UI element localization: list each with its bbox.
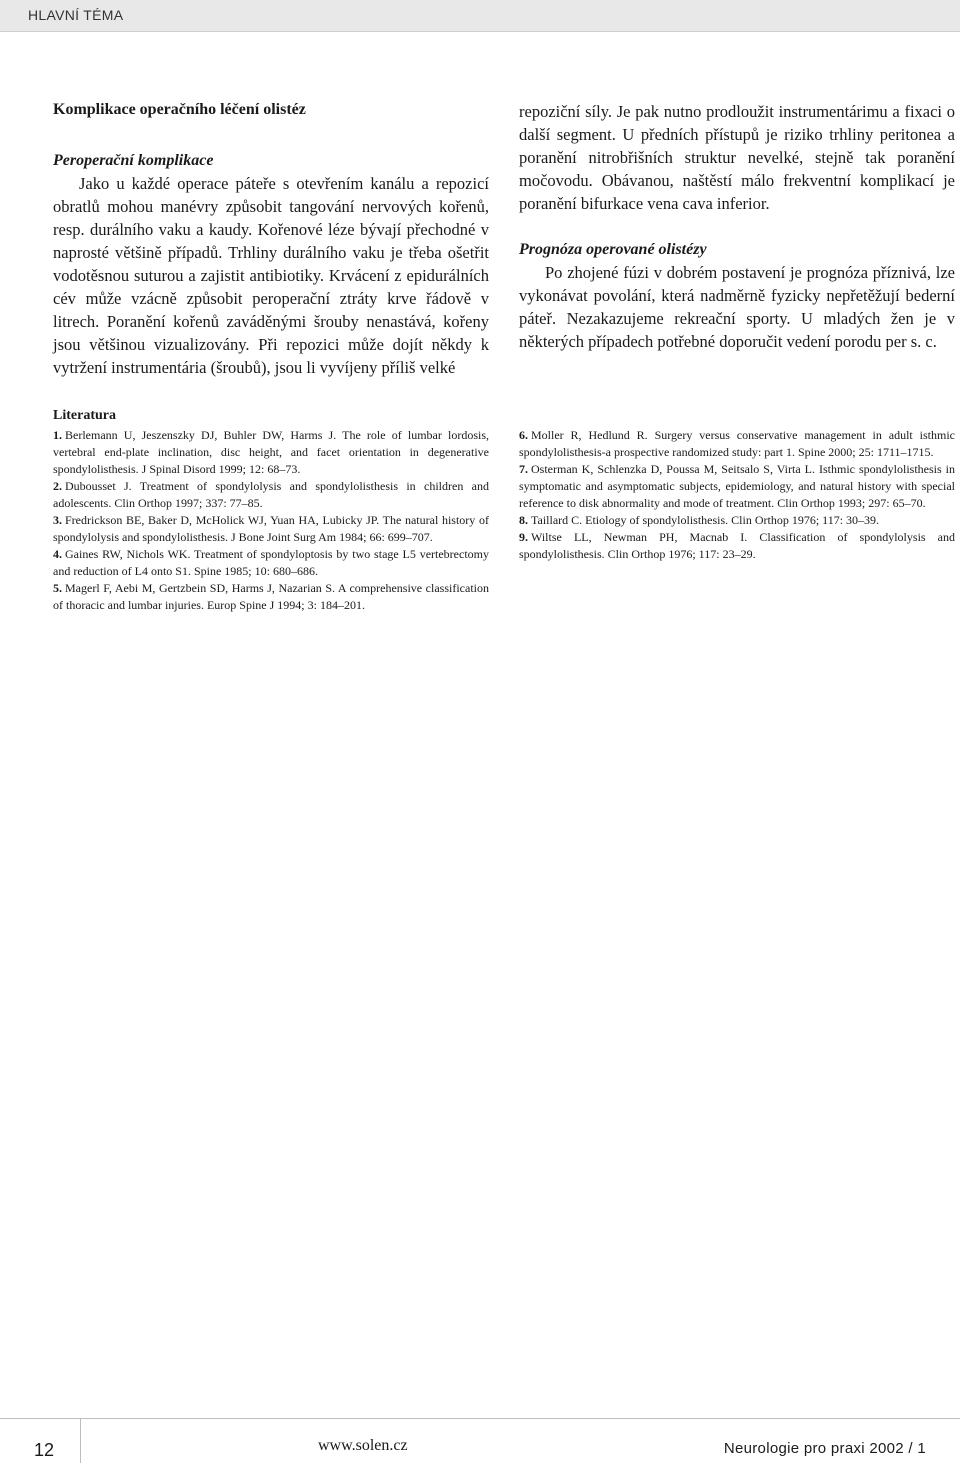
- body-paragraph-continuation: repoziční síly. Je pak nutno prodloužit instrumentárimu a fixaci o další segment. U předních přístupů je riziko trhliny peritonea a poranění nitrobřišních struktur nevelké, stejně tak poranění močovodu. Obávanou, naštěstí málo frekventní komplikací je poranění bifurkace vena cava inferior.: [519, 102, 955, 213]
- reference-item: [519, 529, 955, 563]
- footer-website-link[interactable]: www.solen.cz: [318, 1437, 408, 1454]
- footer-journal-name: Neurologie pro praxi 2002 / 1: [723, 1440, 926, 1457]
- reference-text: Taillard C. Etiology of spondylolisthesis. Clin Orthop 1976; 117: 30–39.: [531, 513, 880, 527]
- body-paragraph-peroperative: Jako u každé operace páteře s otevřením kanálu a repozicí obratlů mohou manévry způsobit tangování nervových kořenů, resp. durálního vaku a kaudy. Kořenové léze bývají přechodné v naprosté většině případů. Trhliny durálního vaku je třeba ošetřit vodotěsnou suturou a zajistit antibiotiky. Krvácení z epidurálních cév může vzácně způsobit peroperační ztráty krve řádově v litrech. Poranění kořenů zaváděnými šrouby nenastává, kořeny jsou většinou vizualizovány. Při repozici může dojít někdy k vytržení instrumentária (šroubů), jsou li vyvíjeny příliš velké: [53, 174, 489, 377]
- reference-number: 3.: [53, 513, 62, 527]
- reference-number: 2.: [53, 479, 62, 493]
- reference-item: [53, 580, 489, 614]
- reference-item: [53, 512, 489, 546]
- reference-text: Osterman K, Schlenzka D, Poussa M, Seitsalo S, Virta L. Isthmic spondylolisthesis in symptomatic and asymptomatic subjects, epidemiology, and natural history with special reference to disk abnormality and mode of treatment. Clin Orthop 1993; 297: 65–70.: [519, 462, 955, 510]
- left-column: [53, 100, 489, 379]
- article-title: Komplikace operačního léčení olistéz: [53, 101, 306, 118]
- reference-text: Moller R, Hedlund R. Surgery versus conservative management in adult isthmic spondylolisthesis-a prospective randomized study: part 1. Spine 2000; 25: 1711–1715.: [519, 428, 955, 459]
- reference-item: [519, 461, 955, 512]
- footer-divider: [80, 1418, 81, 1463]
- right-column: [519, 100, 955, 353]
- section-heading-peroperative: Peroperační komplikace: [53, 152, 214, 169]
- reference-number: 6.: [519, 428, 528, 442]
- reference-number: 8.: [519, 513, 528, 527]
- reference-text: Berlemann U, Jeszenszky DJ, Buhler DW, Harms J. The role of lumbar lordosis, vertebral end-plate inclination, disc height, and facet orientation in degenerative spondylolisthesis. J Spinal Disord 1999; 12: 68–73.: [53, 428, 489, 476]
- body-paragraph-prognosis: Po zhojené fúzi v dobrém postavení je prognóza příznivá, lze vykonávat povolání, která nadměrně fyzicky nepřetěžují bederní páteř. Nezakazujeme rekreační sporty. U mladých žen je v některých případech potřebné doporučit vedení porodu per s. c.: [519, 263, 955, 351]
- literature-heading: Literatura: [53, 408, 116, 423]
- section-label: HLAVNÍ TÉMA: [28, 7, 124, 23]
- reference-text: Dubousset J. Treatment of spondylolysis and spondylolisthesis in children and adolescents. Clin Orthop 1997; 337: 77–85.: [53, 479, 489, 510]
- section-header-band: [0, 0, 960, 32]
- references-right: [519, 427, 955, 563]
- reference-number: 9.: [519, 530, 528, 544]
- reference-number: 5.: [53, 581, 62, 595]
- reference-text: Fredrickson BE, Baker D, McHolick WJ, Yuan HA, Lubicky JP. The natural history of spondylolysis and spondylolisthesis. J Bone Joint Surg Am 1984; 66: 699–707.: [53, 513, 489, 544]
- section-heading-prognosis: Prognóza operované olistézy: [519, 241, 707, 258]
- reference-number: 7.: [519, 462, 528, 476]
- reference-item: [53, 478, 489, 512]
- reference-text: Wiltse LL, Newman PH, Macnab I. Classification of spondylolysis and spondylolisthesis. Clin Orthop 1976; 117: 23–29.: [519, 530, 955, 561]
- reference-text: Gaines RW, Nichols WK. Treatment of spondyloptosis by two stage L5 vertebrectomy and reduction of L4 onto S1. Spine 1985; 10: 680–686.: [53, 547, 489, 578]
- reference-item: [519, 427, 955, 461]
- reference-item: [519, 512, 955, 529]
- reference-text: Magerl F, Aebi M, Gertzbein SD, Harms J, Nazarian S. A comprehensive classification of thoracic and lumbar injuries. Europ Spine J 1994; 3: 184–201.: [53, 581, 489, 612]
- page-number: 12: [34, 1440, 55, 1460]
- reference-item: [53, 427, 489, 478]
- reference-number: 4.: [53, 547, 62, 561]
- reference-number: 1.: [53, 428, 62, 442]
- reference-item: [53, 546, 489, 580]
- references-left: [53, 427, 489, 614]
